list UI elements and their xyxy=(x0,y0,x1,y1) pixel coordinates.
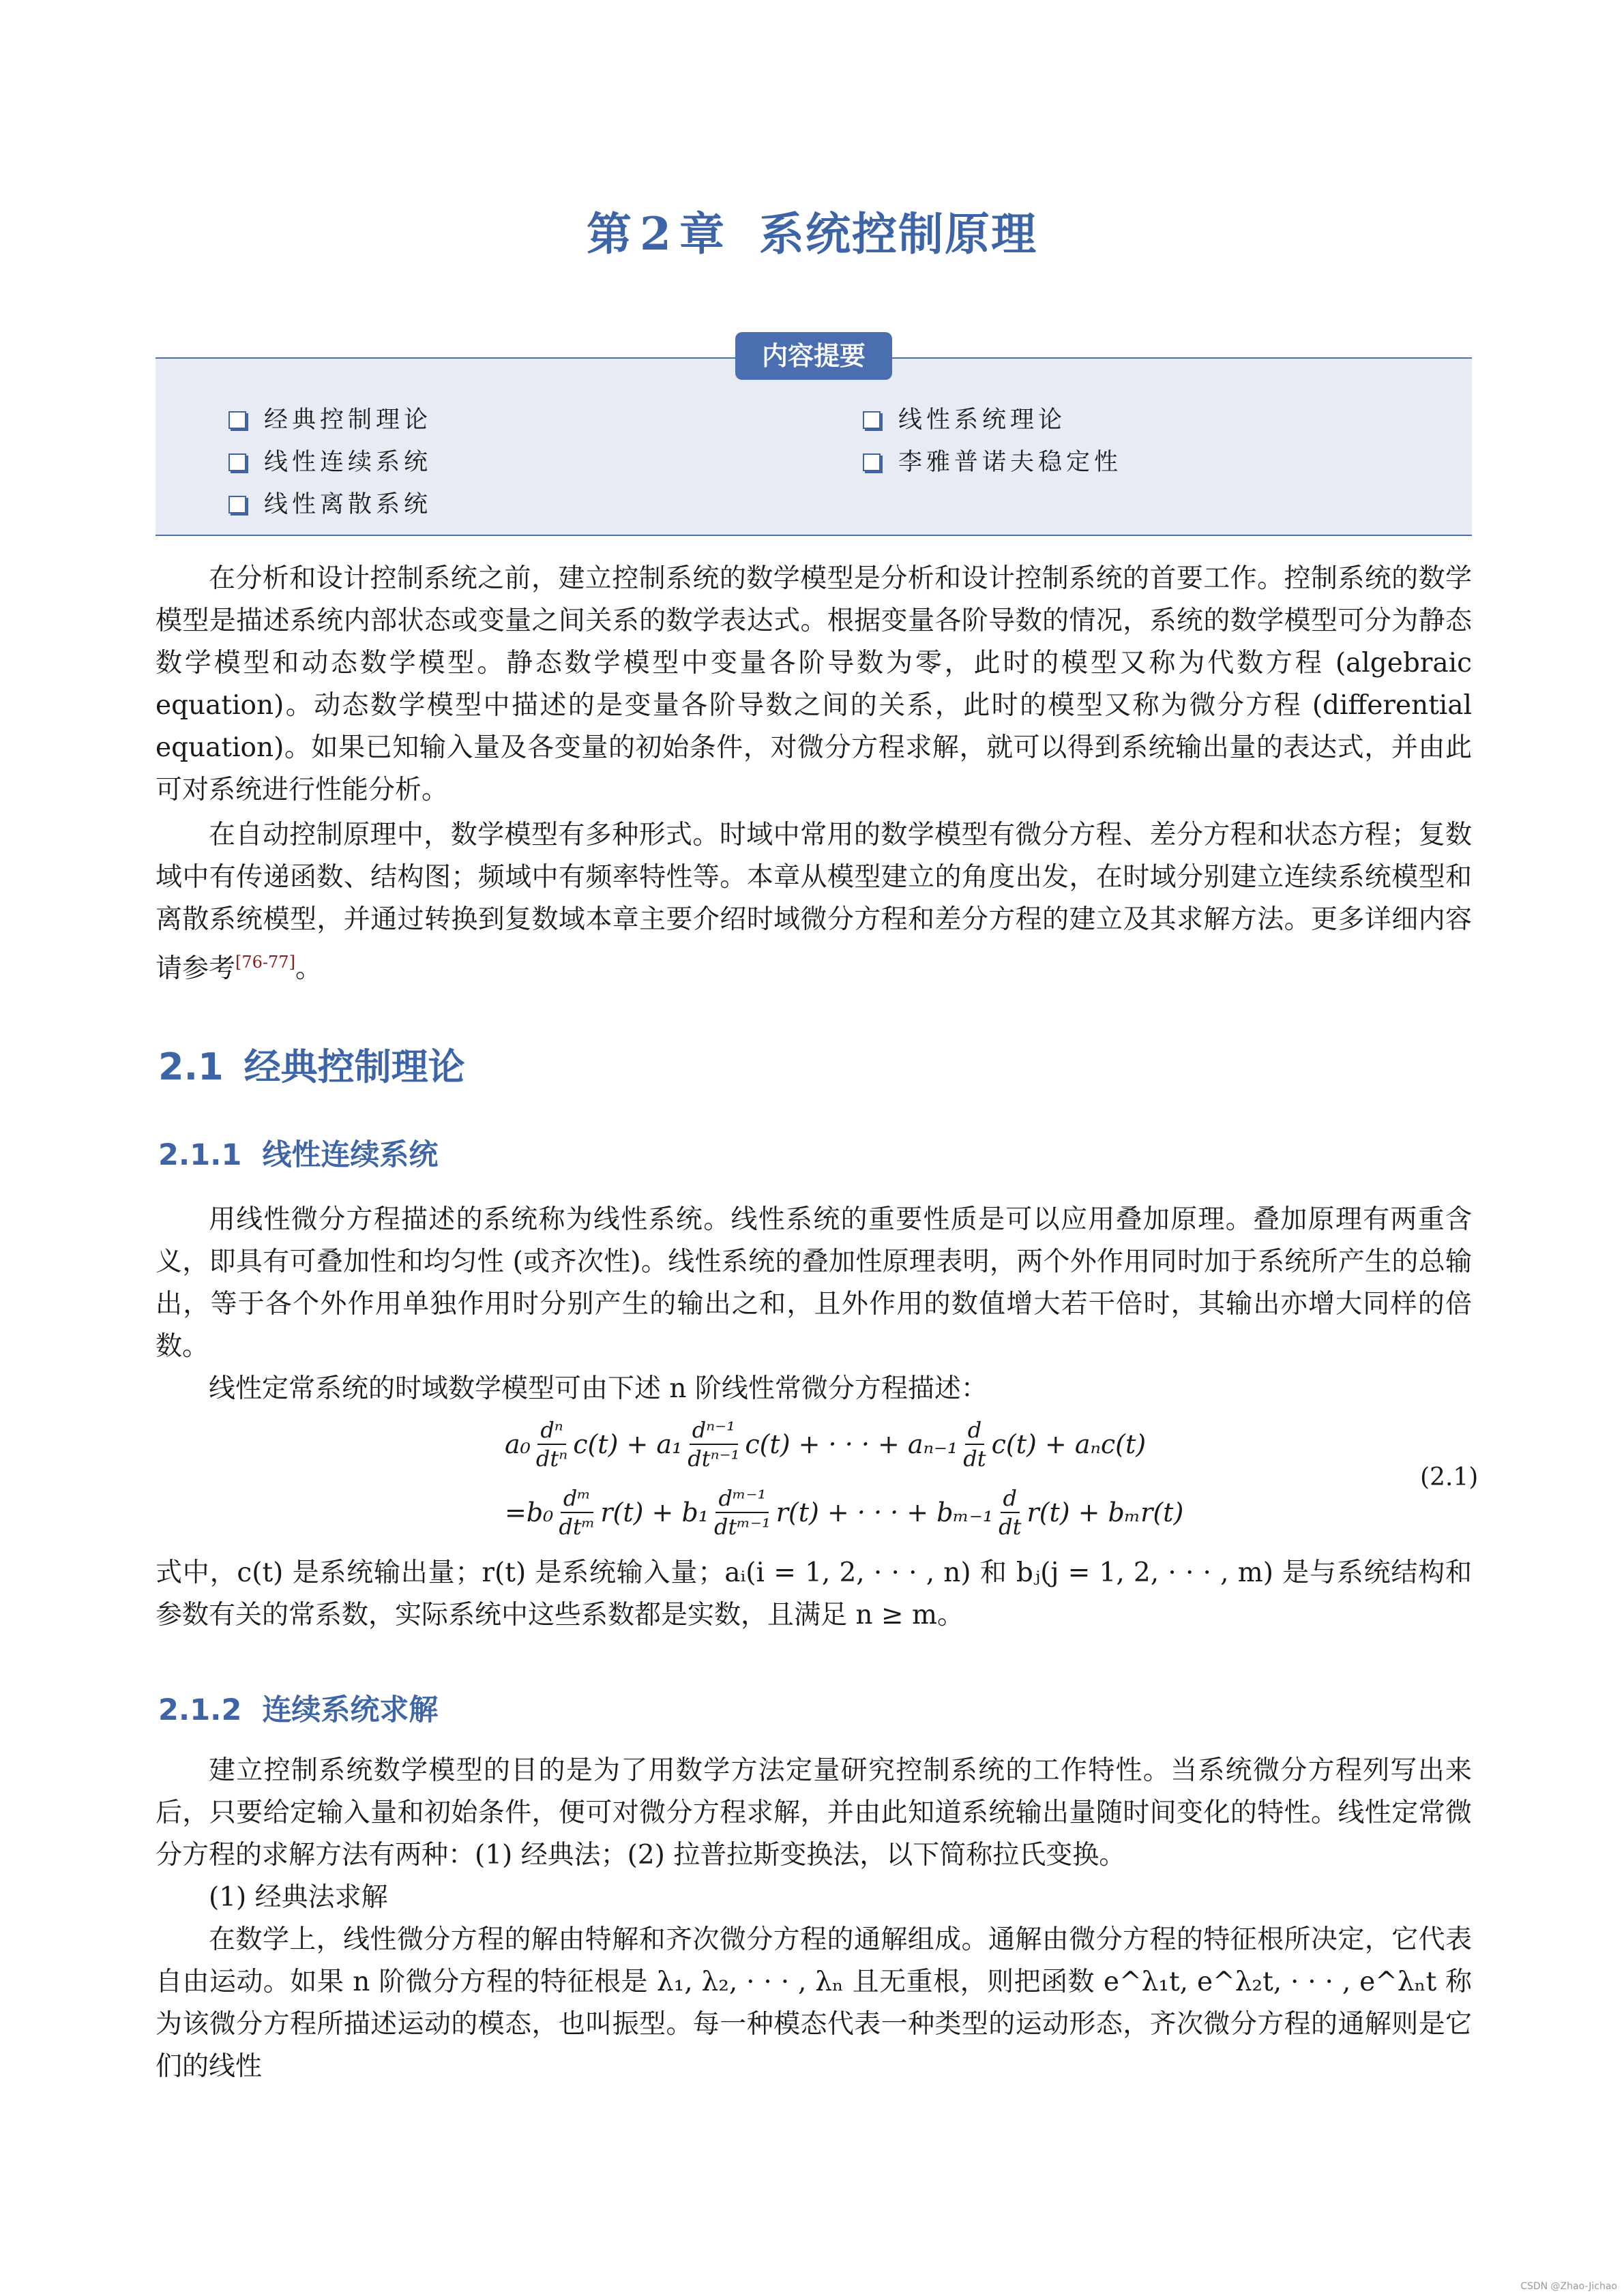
toc-item xyxy=(863,443,1122,477)
section-2-1-2-subheading: (1) 经典法求解 xyxy=(209,1882,388,1913)
section-title: 连续系统求解 xyxy=(262,1693,439,1727)
equation-line-1 xyxy=(505,1410,1187,1478)
toc-item xyxy=(228,486,432,520)
eq-fraction: $\frac{d}{dt}$ xyxy=(963,1417,986,1472)
equation-number: (2.1) xyxy=(1420,1463,1479,1491)
eq-term: a₀ xyxy=(505,1429,531,1459)
chapter-name: 系统控制原理 xyxy=(758,207,1037,260)
chapter-label-pre: 第 xyxy=(587,207,634,260)
section-heading-2-1 xyxy=(158,1038,465,1090)
section-2-1-2-paragraph-3: 在数学上，线性微分方程的解由特解和齐次微分方程的通解组成。通解由微分方程的特征根所决定，它代表自由运动。如果 n 阶微分方程的特征根是 λ₁, λ₂, · · · , λₙ 且无重根，则把函数 e^λ₁t, e^λ₂t, · · · , e^λₙt 称为该微分方程所描述运动的模态，也叫振型。每一种模态代表一种类型的运动形态，齐次微分方程的通解则是它们的线性 xyxy=(156,1924,1472,2082)
equation-line-2 xyxy=(505,1478,1187,1547)
section-title: 线性连续系统 xyxy=(262,1138,439,1172)
chapter-label-post: 章 xyxy=(679,207,726,260)
checkbox-bullet-icon xyxy=(863,411,881,429)
toc-item-label: 李雅普诺夫稳定性 xyxy=(898,449,1123,476)
eq-term: r(t) + · · · + bₘ₋₁ xyxy=(776,1497,994,1527)
eq-fraction: $\frac{\text{dⁿ⁻¹}}{\text{dtⁿ⁻¹}}$ xyxy=(688,1417,740,1472)
section-number: 2.1 xyxy=(158,1045,224,1088)
equation-explanation: 式中，c(t) 是系统输出量；r(t) 是系统输入量；aᵢ(i = 1, 2, · · · , n) 和 bⱼ(j = 1, 2, · · · , m) 是与系统结构和参数有关的常系数，实际系统中这些系数都是实数，且满足 n ≥ m。 xyxy=(156,1557,1472,1630)
toc-item xyxy=(863,401,1066,435)
eq-term: c(t) + · · · + aₙ₋₁ xyxy=(745,1429,958,1459)
toc-item-label: 经典控制理论 xyxy=(264,406,432,434)
equation-2-1 xyxy=(505,1410,1187,1547)
intro-paragraph-1: 在分析和设计控制系统之前，建立控制系统的数学模型是分析和设计控制系统的首要工作。控制系统的数学模型是描述系统内部状态或变量之间关系的数学表达式。根据变量各阶导数的情况，系统的数学模型可分为静态数学模型和动态数学模型。静态数学模型中变量各阶导数为零，此时的模型又称为代数方程 (algebraic equation)。动态数学模型中描述的是变量各阶导数之间的关系，此时的模型又称为微分方程 (differential equation)。如果已知输入量及各变量的初始条件，对微分方程求解，就可以得到系统输出量的表达式，并由此可对系统进行性能分析。 xyxy=(156,563,1472,805)
summary-tag: 内容提要 xyxy=(735,332,892,380)
eq-term: c(t) + aₙc(t) xyxy=(991,1429,1147,1459)
eq-term: c(t) + a₁ xyxy=(573,1429,683,1459)
eq-fraction: $\frac{\text{dᵐ}}{\text{dtᵐ}}$ xyxy=(559,1485,595,1540)
intro-paragraph-2 xyxy=(156,814,1472,990)
eq-fraction: $\frac{\text{dᵐ⁻¹}}{\text{dtᵐ⁻¹}}$ xyxy=(714,1485,771,1540)
toc-item xyxy=(228,401,432,435)
checkbox-bullet-icon xyxy=(228,496,246,513)
toc-item-label: 线性离散系统 xyxy=(264,491,432,518)
section-2-1-1-paragraph-1: 用线性微分方程描述的系统称为线性系统。线性系统的重要性质是可以应用叠加原理。叠加原理有两重含义，即具有可叠加性和均匀性 (或齐次性)。线性系统的叠加性原理表明，两个外作用同时加于系统所产生的总输出，等于各个外作用单独作用时分别产生的输出之和，且外作用的数值增大若干倍时，其输出亦增大同样的倍数。 xyxy=(156,1204,1472,1362)
section-heading-2-1-2 xyxy=(158,1687,438,1729)
section-number: 2.1.1 xyxy=(158,1138,242,1172)
toc-item-label: 线性连续系统 xyxy=(264,449,432,476)
watermark: CSDN @Zhao-Jichao xyxy=(1520,2281,1617,2292)
eq-fraction: $\frac{\text{dⁿ}}{\text{dtⁿ}}$ xyxy=(535,1417,568,1472)
citation-link[interactable]: [76-77] xyxy=(235,953,295,972)
intro-paragraph-2-text: 在自动控制原理中，数学模型有多种形式。时域中常用的数学模型有微分方程、差分方程和状态方程；复数域中有传递函数、结构图；频域中有频率特性等。本章从模型建立的角度出发，在时域分别建立连续系统模型和离散系统模型，并通过转换到复数域本章主要介绍时域微分方程和差分方程的建立及其求解方法。更多详细内容请参考 xyxy=(156,820,1472,984)
toc-item xyxy=(228,443,432,477)
eq-term: =b₀ xyxy=(505,1497,554,1527)
eq-fraction: $\frac{d}{dt}$ xyxy=(999,1485,1022,1540)
checkbox-bullet-icon xyxy=(228,411,246,429)
checkbox-bullet-icon xyxy=(863,453,881,471)
section-number: 2.1.2 xyxy=(158,1693,242,1727)
toc-item-label: 线性系统理论 xyxy=(898,406,1067,434)
section-2-1-1-paragraph-2: 线性定常系统的时域数学模型可由下述 n 阶线性常微分方程描述： xyxy=(209,1373,988,1404)
eq-term: r(t) + bₘr(t) xyxy=(1027,1497,1184,1527)
chapter-title xyxy=(0,198,1624,263)
section-heading-2-1-1 xyxy=(158,1132,438,1174)
section-2-1-2-paragraph-1: 建立控制系统数学模型的目的是为了用数学方法定量研究控制系统的工作特性。当系统微分方程列写出来后，只要给定输入量和初始条件，便可对微分方程求解，并由此知道系统输出量随时间变化的特性。线性定常微分方程的求解方法有两种：(1) 经典法；(2) 拉普拉斯变换法，以下简称拉氏变换。 xyxy=(156,1755,1472,1870)
chapter-number: 2 xyxy=(640,207,673,260)
checkbox-bullet-icon xyxy=(228,453,246,471)
intro-paragraph-2-end: 。 xyxy=(295,953,322,984)
eq-term: r(t) + b₁ xyxy=(600,1497,709,1527)
section-title: 经典控制理论 xyxy=(243,1045,465,1088)
